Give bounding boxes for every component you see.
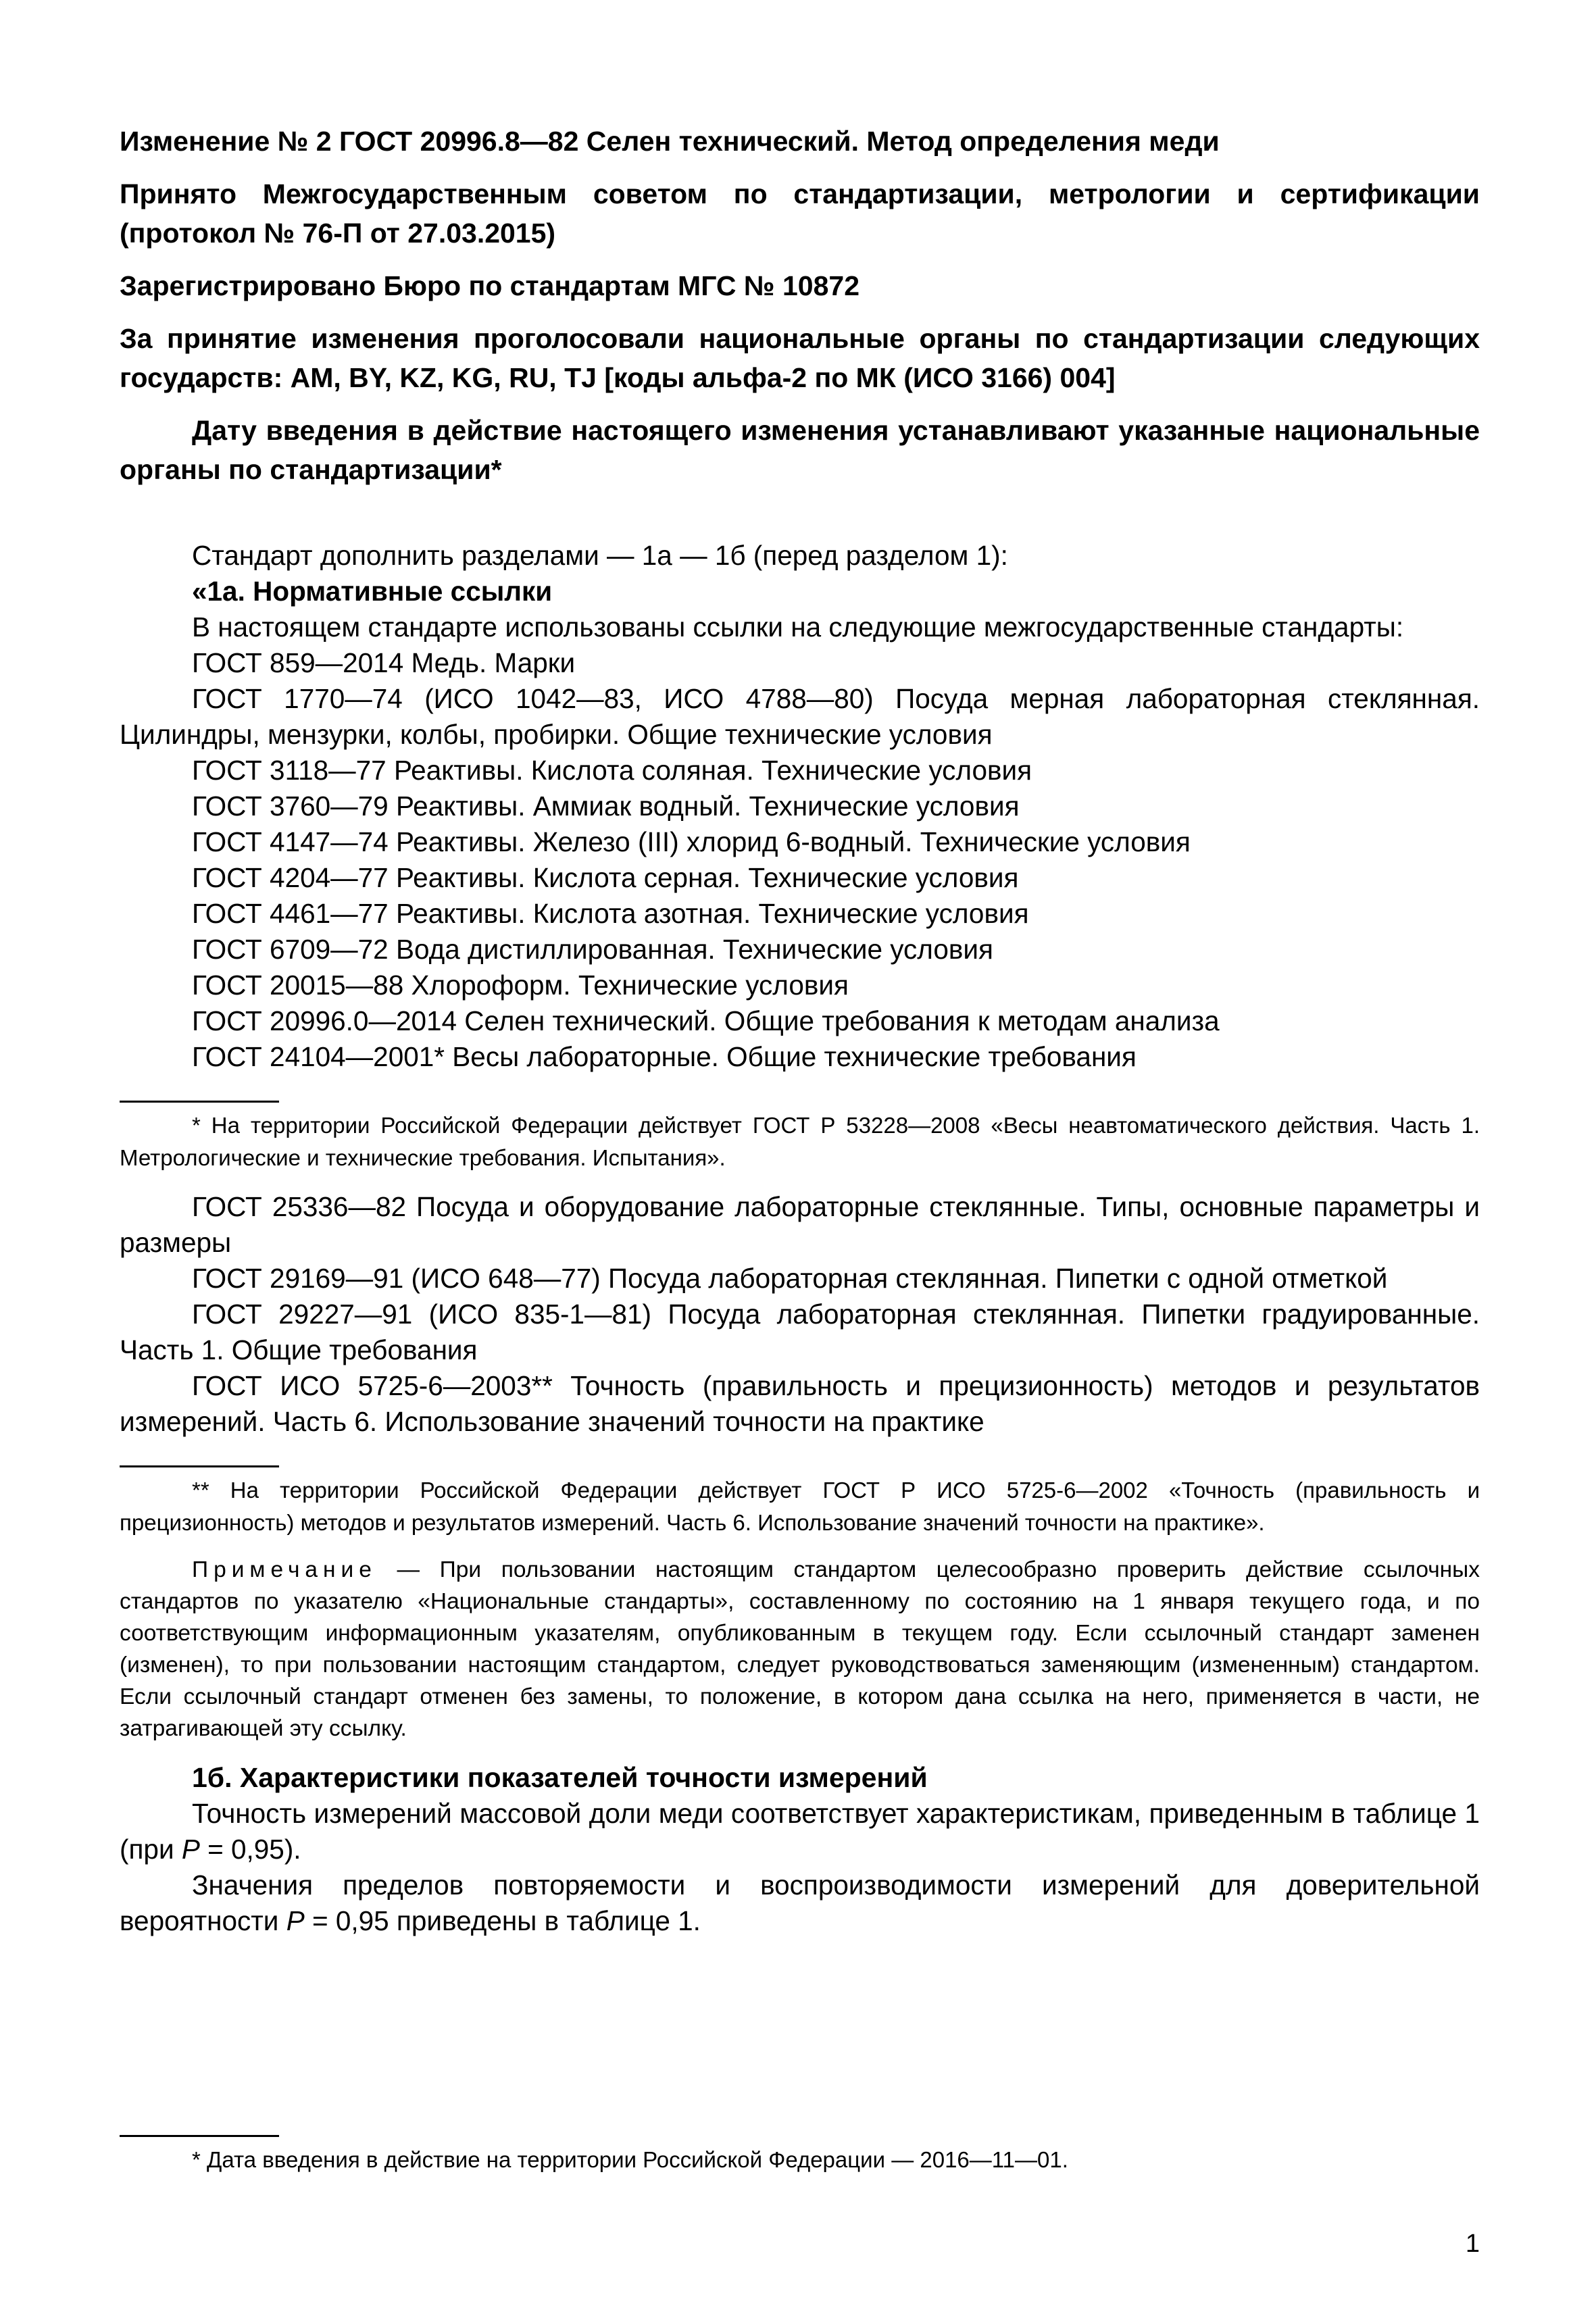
- footnote-separator: [120, 1465, 279, 1467]
- section-1a-title: «1а. Нормативные ссылки: [192, 576, 553, 607]
- reference-item: ГОСТ 29169—91 (ИСО 648—77) Посуда лабораторная стеклянная. Пипетки с одной отметкой: [192, 1263, 1388, 1294]
- footnote-1: * На территории Российской Федерации действует ГОСТ Р 53228—2008 «Весы неавтоматического действия. Часть 1. Метрологические и технические требования. Испытания».: [120, 1113, 1480, 1170]
- reference-list-part1: [120, 645, 1480, 1075]
- reference-item: ГОСТ 4204—77 Реактивы. Кислота серная. Технические условия: [192, 862, 1019, 893]
- section-1b-paragraph-2: Значения пределов повторяемости и воспроизводимости измерений для доверительной вероятности P = 0,95 приведены в таблице 1.: [120, 1869, 1480, 1936]
- reference-item: ГОСТ 4147—74 Реактивы. Железо (III) хлорид 6-водный. Технические условия: [192, 826, 1191, 857]
- bottom-footnote-block: [120, 2135, 1480, 2191]
- note-text: — При пользовании настоящим стандартом целесообразно проверить действие ссылочных стандартов по указателю «Национальные стандарты», составленному по состоянию на 1 января текущего года, и по соответствующим информационным указателям, опубликованным в текущем году. Если ссылочный стандарт заменен (изменен), то при пользовании настоящим стандартом, следует руководствоваться заменяющим (измененным) стандартом. Если ссылочный стандарт отменен без замены, то положение, в котором дана ссылка на него, применяется в части, не затрагивающей эту ссылку.: [120, 1557, 1480, 1741]
- reference-item: ГОСТ 25336—82 Посуда и оборудование лабораторные стеклянные. Типы, основные параметры и размеры: [120, 1191, 1480, 1258]
- reference-item: ГОСТ 3118—77 Реактивы. Кислота соляная. Технические условия: [192, 755, 1032, 786]
- section-1b-paragraph-1: Точность измерений массовой доли меди соответствует характеристикам, приведенным в таблице 1 (при P = 0,95).: [120, 1798, 1480, 1865]
- voting-statement: За принятие изменения проголосовали национальные органы по стандартизации следующих государств: AM, BY, KZ, KG, RU, TJ [коды альфа-2 по МК (ИСО 3166) 004]: [120, 323, 1480, 393]
- accepted-statement: Принято Межгосударственным советом по стандартизации, метрологии и сертификации (протокол № 76-П от 27.03.2015): [120, 178, 1480, 249]
- document-content: [120, 122, 1480, 1939]
- reference-list-part2: [120, 1189, 1480, 1440]
- reference-item: ГОСТ 859—2014 Медь. Марки: [192, 647, 576, 678]
- reference-item: ГОСТ ИСО 5725-6—2003** Точность (правильность и прецизионность) методов и результатов измерений. Часть 6. Использование значений точности на практике: [120, 1370, 1480, 1437]
- amendment-title: Изменение № 2 ГОСТ 20996.8—82 Селен технический. Метод определения меди: [120, 126, 1220, 157]
- reference-item: ГОСТ 20996.0—2014 Селен технический. Общие требования к методам анализа: [192, 1005, 1220, 1036]
- effective-date-statement: Дату введения в действие настоящего изменения устанавливают указанные национальные органы по стандартизации*: [120, 415, 1480, 485]
- reference-item: ГОСТ 1770—74 (ИСО 1042—83, ИСО 4788—80) Посуда мерная лабораторная стеклянная. Цилиндры, мензурки, колбы, пробирки. Общие технические условия: [120, 683, 1480, 750]
- reference-item: ГОСТ 3760—79 Реактивы. Аммиак водный. Технические условия: [192, 790, 1020, 822]
- reference-item: ГОСТ 29227—91 (ИСО 835-1—81) Посуда лабораторная стеклянная. Пипетки градуированные. Часть 1. Общие требования: [120, 1299, 1480, 1365]
- footnote-2: ** На территории Российской Федерации действует ГОСТ Р ИСО 5725-6—2002 «Точность (правильность и прецизионность) методов и результатов измерений. Часть 6. Использование значений точности на практике».: [120, 1478, 1480, 1535]
- reference-item: ГОСТ 20015—88 Хлороформ. Технические условия: [192, 970, 849, 1001]
- reference-item: ГОСТ 24104—2001* Весы лабораторные. Общие технические требования: [192, 1041, 1137, 1072]
- intro-line: Стандарт дополнить разделами — 1а — 1б (перед разделом 1):: [192, 540, 1008, 571]
- bottom-footnote: * Дата введения в действие на территории Российской Федерации — 2016—11—01.: [192, 2147, 1068, 2172]
- page-number: 1: [1465, 2230, 1480, 2258]
- registration-statement: Зарегистрировано Бюро по стандартам МГС № 10872: [120, 270, 860, 301]
- footnote-separator: [120, 1101, 279, 1103]
- section-1b-title: 1б. Характеристики показателей точности измерений: [192, 1762, 928, 1793]
- footnote-separator: [120, 2135, 279, 2137]
- section-1a-lead: В настоящем стандарте использованы ссылки на следующие межгосударственные стандарты:: [192, 611, 1404, 643]
- reference-item: ГОСТ 4461—77 Реактивы. Кислота азотная. Технические условия: [192, 898, 1029, 929]
- note-label: Примечание: [192, 1557, 377, 1582]
- reference-item: ГОСТ 6709—72 Вода дистиллированная. Технические условия: [192, 934, 993, 965]
- note-paragraph: [120, 1554, 1480, 1744]
